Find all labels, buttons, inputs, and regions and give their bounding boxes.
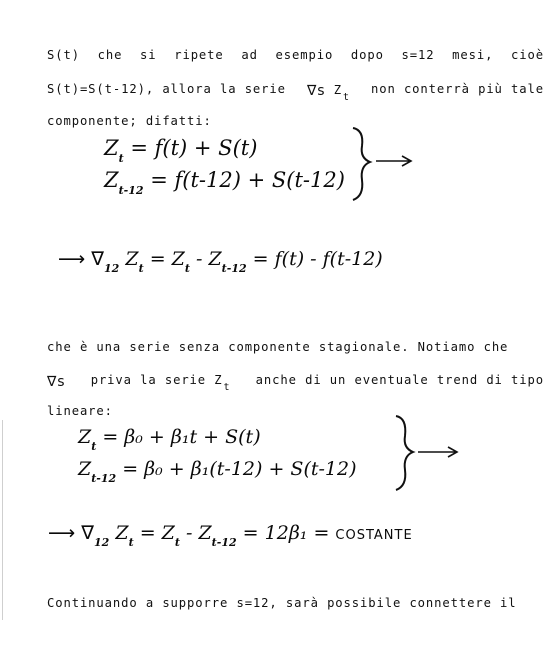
- arrow-right-icon: ⟶: [58, 248, 86, 270]
- formula-2-rhs: = f(t) - f(t-12): [246, 248, 383, 270]
- nabla-icon: ∇: [81, 522, 95, 544]
- formula-1a-lhs: Z: [104, 136, 119, 160]
- line1-word: dopo: [350, 48, 384, 62]
- formula-2-z: Z: [119, 248, 139, 270]
- line1-word: S(t): [47, 48, 80, 62]
- text-line-3: componente; difatti:: [47, 114, 212, 128]
- formula-2-z-sub: t: [138, 262, 144, 275]
- line1-word: si: [140, 48, 157, 62]
- line1-word: cioè: [511, 48, 544, 62]
- formula-3a-lhs-sub: t: [91, 440, 97, 453]
- formula-4-nabla-sub: 12: [94, 536, 110, 549]
- formula-2-mid2: - Z: [189, 248, 222, 270]
- arrow-right-icon: ⟶: [48, 522, 76, 544]
- nabla-icon: ∇s: [47, 374, 66, 390]
- formula-1a-rhs: = f(t) + S(t): [123, 136, 258, 160]
- series-z: Z: [333, 83, 342, 97]
- formula-4-mid-sub: t: [174, 536, 180, 549]
- right-brace-2: [396, 416, 413, 490]
- line1-word: ripete: [174, 48, 224, 62]
- formula-2-mid2-sub: t-12: [221, 262, 247, 275]
- formula-2-mid-sub: t: [184, 262, 190, 275]
- line1-word: s=12: [401, 48, 435, 62]
- formula-4-z-sub: t: [128, 536, 134, 549]
- formula-1b-lhs-sub: t-12: [118, 184, 144, 197]
- right-brace-1: [353, 128, 370, 200]
- formula-1b-lhs: Z: [104, 168, 119, 192]
- formula-3b-lhs: Z: [78, 458, 92, 480]
- line2-text-a: S(t)=S(t-12), allora la serie: [47, 82, 286, 96]
- formula-4-mid2-sub: t-12: [211, 536, 237, 549]
- line2-text-b: non conterrà più tale: [371, 82, 544, 96]
- text-line-6: lineare:: [47, 404, 113, 418]
- line1-word: mesi,: [452, 48, 494, 62]
- line1-word: che: [97, 48, 123, 62]
- arrow-right-icon: [418, 447, 457, 457]
- formula-4-mid2: - Z: [179, 522, 212, 544]
- nabla-icon: ∇: [91, 248, 105, 270]
- line1-word: ad: [241, 48, 258, 62]
- formula-4-constant: COSTANTE: [335, 528, 413, 543]
- formula-2-nabla-sub: 12: [104, 262, 120, 275]
- formula-3a-lhs: Z: [78, 426, 92, 448]
- line5-text-a-main: priva la serie Z: [90, 373, 223, 387]
- formula-4-rhs: = 12β₁ =: [236, 522, 336, 544]
- formula-3b-rhs: = β₀ + β₁(t-12) + S(t-12): [116, 458, 357, 480]
- formula-1a-lhs-sub: t: [118, 152, 124, 165]
- line1-word: esempio: [275, 48, 334, 62]
- arrow-right-icon: [376, 156, 411, 166]
- text-line-7: Continuando a supporre s=12, sarà possibile connettere il: [47, 596, 517, 610]
- text-line-4: che è una serie senza componente stagionale. Notiamo che: [47, 340, 509, 354]
- nabla-icon: ∇s: [307, 83, 326, 99]
- series-z-subscript: t: [342, 92, 350, 103]
- formula-1b-rhs: = f(t-12) + S(t-12): [143, 168, 345, 192]
- formula-3a-rhs: = β₀ + β₁t + S(t): [96, 426, 261, 448]
- formula-4-mid: = Z: [133, 522, 175, 544]
- formula-4-z: Z: [109, 522, 129, 544]
- formula-3b-lhs-sub: t-12: [91, 472, 117, 485]
- line5-subscript: t: [223, 382, 231, 393]
- formula-2-mid: = Z: [143, 248, 185, 270]
- line5-text-b: anche di un eventuale trend di tipo: [255, 373, 544, 387]
